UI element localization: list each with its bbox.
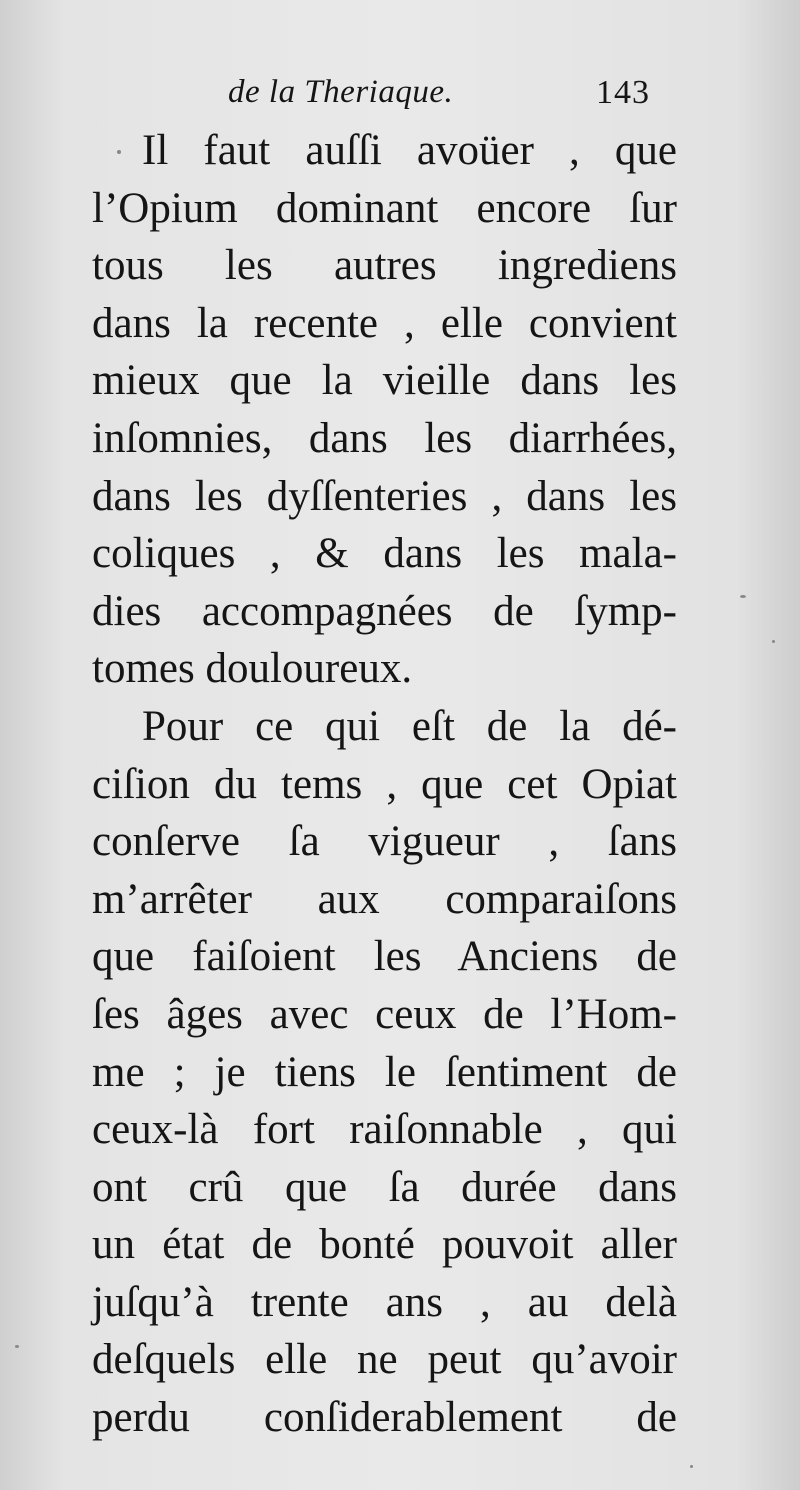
text-line: Il faut auſſi avoüer , que <box>142 127 677 174</box>
text-line: ciſion du tems , que cet Opiat <box>92 760 677 808</box>
text-line: inſomnies, dans les diarrhées, <box>92 414 677 462</box>
text-line: perdu conſiderablement de <box>92 1394 677 1442</box>
text-line: deſquels elle ne peut qu’avoir <box>92 1336 677 1384</box>
text-line: juſqu’à trente ans , au delà <box>92 1278 677 1326</box>
paper-speck <box>117 150 121 154</box>
text-line: coliques , & dans les mala- <box>92 530 677 578</box>
text-line: ceux-là fort raiſonnable , qui <box>92 1106 677 1154</box>
text-line: ſes âges avec ceux de l’Hom- <box>92 990 677 1038</box>
text-line: conſerve ſa vigueur , ſans <box>92 818 677 866</box>
text-line: un état de bonté pouvoit aller <box>92 1221 677 1269</box>
paper-speck <box>740 595 746 598</box>
text-line: l’Opium dominant encore ſur <box>92 184 677 232</box>
page-number: 143 <box>596 74 650 111</box>
text-line: dies accompagnées de ſymp- <box>92 587 677 635</box>
text-line: Pour ce qui eſt de la dé- <box>142 702 677 750</box>
paper-speck <box>772 640 775 643</box>
text-line: m’arrêter aux comparaiſons <box>92 875 677 923</box>
text-line: mieux que la vieille dans les <box>92 357 677 405</box>
text-line: que faiſoient les Anciens de <box>92 933 677 981</box>
text-line: ont crû que ſa durée dans <box>92 1163 677 1211</box>
paper-speck <box>690 1465 693 1468</box>
running-title: de la Theriaque. <box>228 74 454 110</box>
text-line: me ; je tiens le ſentiment de <box>92 1048 677 1096</box>
running-head <box>0 74 800 124</box>
text-line: tous les autres ingrediens <box>92 242 677 290</box>
text-line: dans la recente , elle convient <box>92 299 677 347</box>
paper-speck <box>15 1345 19 1348</box>
body-text <box>92 122 677 1447</box>
text-line: tomes douloureux. <box>92 645 413 693</box>
text-line: dans les dyſſenteries , dans les <box>92 472 677 520</box>
